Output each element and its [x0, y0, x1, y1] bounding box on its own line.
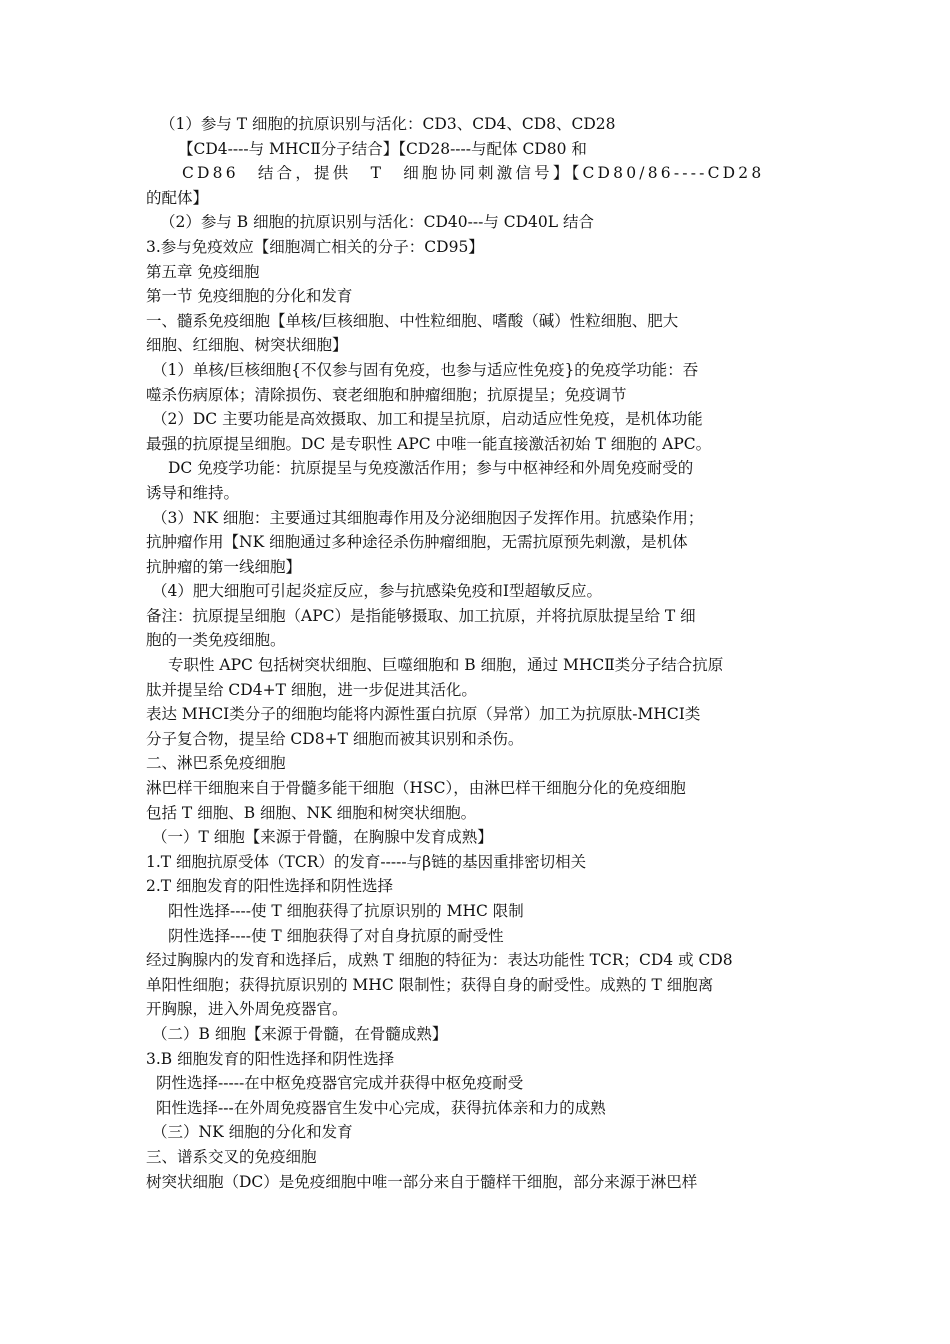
text-line-44: 树突状细胞（DC）是免疫细胞中唯一部分来自于髓样干细胞，部分来源于淋巴样	[146, 1172, 698, 1191]
text-line-4: 的配体】	[146, 188, 209, 207]
text-line-13: （2）DC 主要功能是高效摄取、加工和提呈抗原，启动适应性免疫，是机体功能	[152, 410, 703, 429]
text-line-18: 抗肿瘤作用【NK 细胞通过多种途径杀伤肿瘤细胞，无需抗原预先刺激，是机体	[146, 533, 688, 552]
text-line-21: 备注：抗原提呈细胞（APC）是指能够摄取、加工抗原，并将抗原肽提呈给 T 细	[146, 606, 696, 625]
text-line-32: 2.T 细胞发育的阳性选择和阴性选择	[146, 877, 394, 896]
text-line-19: 抗肿瘤的第一线细胞】	[146, 557, 302, 576]
text-line-27: 二、淋巴系免疫细胞	[146, 754, 286, 773]
text-line-5: （2）参与 B 细胞的抗原识别与活化：CD40---与 CD40L 结合	[160, 213, 594, 232]
text-line-10: 细胞、红细胞、树突状细胞】	[146, 336, 348, 355]
section-heading: 第一节 免疫细胞的分化和发育	[146, 287, 353, 306]
text-line-42: （三）NK 细胞的分化和发育	[152, 1123, 353, 1142]
text-line-39: 3.B 细胞发育的阳性选择和阴性选择	[146, 1049, 395, 1068]
text-line-6: 3.参与免疫效应【细胞凋亡相关的分子：CD95】	[146, 237, 484, 256]
text-line-31: 1.T 细胞抗原受体（TCR）的发育-----与β链的基因重排密切相关	[146, 852, 587, 871]
text-line-12: 噬杀伤病原体；清除损伤、衰老细胞和肿瘤细胞；抗原提呈；免疫调节	[146, 385, 627, 404]
text-line-38: （二）B 细胞【来源于骨髓，在骨髓成熟】	[152, 1024, 448, 1043]
chapter-heading: 第五章 免疫细胞	[146, 262, 260, 281]
text-line-3: CD86 结合，提供 T 细胞协同刺激信号】【CD80/86----CD28	[182, 164, 765, 183]
text-line-28: 淋巴样干细胞来自于骨髓多能干细胞（HSC），由淋巴样干细胞分化的免疫细胞	[146, 779, 686, 798]
text-line-15: DC 免疫学功能：抗原提呈与免疫激活作用；参与中枢神经和外周免疫耐受的	[168, 459, 694, 478]
text-line-40: 阴性选择-----在中枢免疫器官完成并获得中枢免疫耐受	[156, 1074, 524, 1093]
document-page	[146, 112, 808, 1194]
text-line-22: 胞的一类免疫细胞。	[146, 631, 286, 650]
text-line-34: 阴性选择----使 T 细胞获得了对自身抗原的耐受性	[168, 926, 504, 945]
text-line-20: （4）肥大细胞可引起炎症反应，参与抗感染免疫和Ⅰ型超敏反应。	[152, 582, 602, 601]
text-line-9: 一、髓系免疫细胞【单核/巨核细胞、中性粒细胞、嗜酸（碱）性粒细胞、肥大	[146, 311, 679, 330]
text-line-14: 最强的抗原提呈细胞。DC 是专职性 APC 中唯一能直接激活初始 T 细胞的 APC。	[146, 434, 712, 453]
text-line-23: 专职性 APC 包括树突状细胞、巨噬细胞和 B 细胞，通过 MHCⅡ类分子结合抗原	[168, 656, 724, 675]
text-line-1: （1）参与 T 细胞的抗原识别与活化：CD3、CD4、CD8、CD28	[160, 115, 616, 133]
text-line-41: 阳性选择---在外周免疫器官生发中心完成，获得抗体亲和力的成熟	[156, 1098, 606, 1117]
text-line-37: 开胸腺，进入外周免疫器官。	[146, 1000, 348, 1019]
text-line-2: 【CD4----与 MHCⅡ分子结合】【CD28----与配体 CD80 和	[178, 139, 587, 158]
text-line-16: 诱导和维持。	[146, 483, 240, 502]
text-line-26: 分子复合物，提呈给 CD8+T 细胞而被其识别和杀伤。	[146, 729, 524, 748]
text-line-11: （1）单核/巨核细胞{不仅参与固有免疫，也参与适应性免疫}的免疫学功能：吞	[152, 360, 699, 379]
text-line-25: 表达 MHCⅠ类分子的细胞均能将内源性蛋白抗原（异常）加工为抗原肽-MHCⅠ类	[146, 705, 701, 724]
text-line-36: 单阳性细胞；获得抗原识别的 MHC 限制性；获得自身的耐受性。成熟的 T 细胞离	[146, 975, 714, 994]
text-line-33: 阳性选择----使 T 细胞获得了抗原识别的 MHC 限制	[168, 902, 524, 920]
text-line-43: 三、谱系交叉的免疫细胞	[146, 1147, 317, 1166]
text-line-35: 经过胸腺内的发育和选择后，成熟 T 细胞的特征为：表达功能性 TCR；CD4 或 CD8	[146, 951, 733, 970]
text-line-24: 肽并提呈给 CD4+T 细胞，进一步促进其活化。	[146, 680, 477, 699]
text-line-29: 包括 T 细胞、B 细胞、NK 细胞和树突状细胞。	[146, 803, 477, 822]
text-line-30: （一）T 细胞【来源于骨髓，在胸腺中发育成熟】	[152, 828, 493, 847]
text-line-17: （3）NK 细胞：主要通过其细胞毒作用及分泌细胞因子发挥作用。抗感染作用；	[152, 508, 704, 527]
